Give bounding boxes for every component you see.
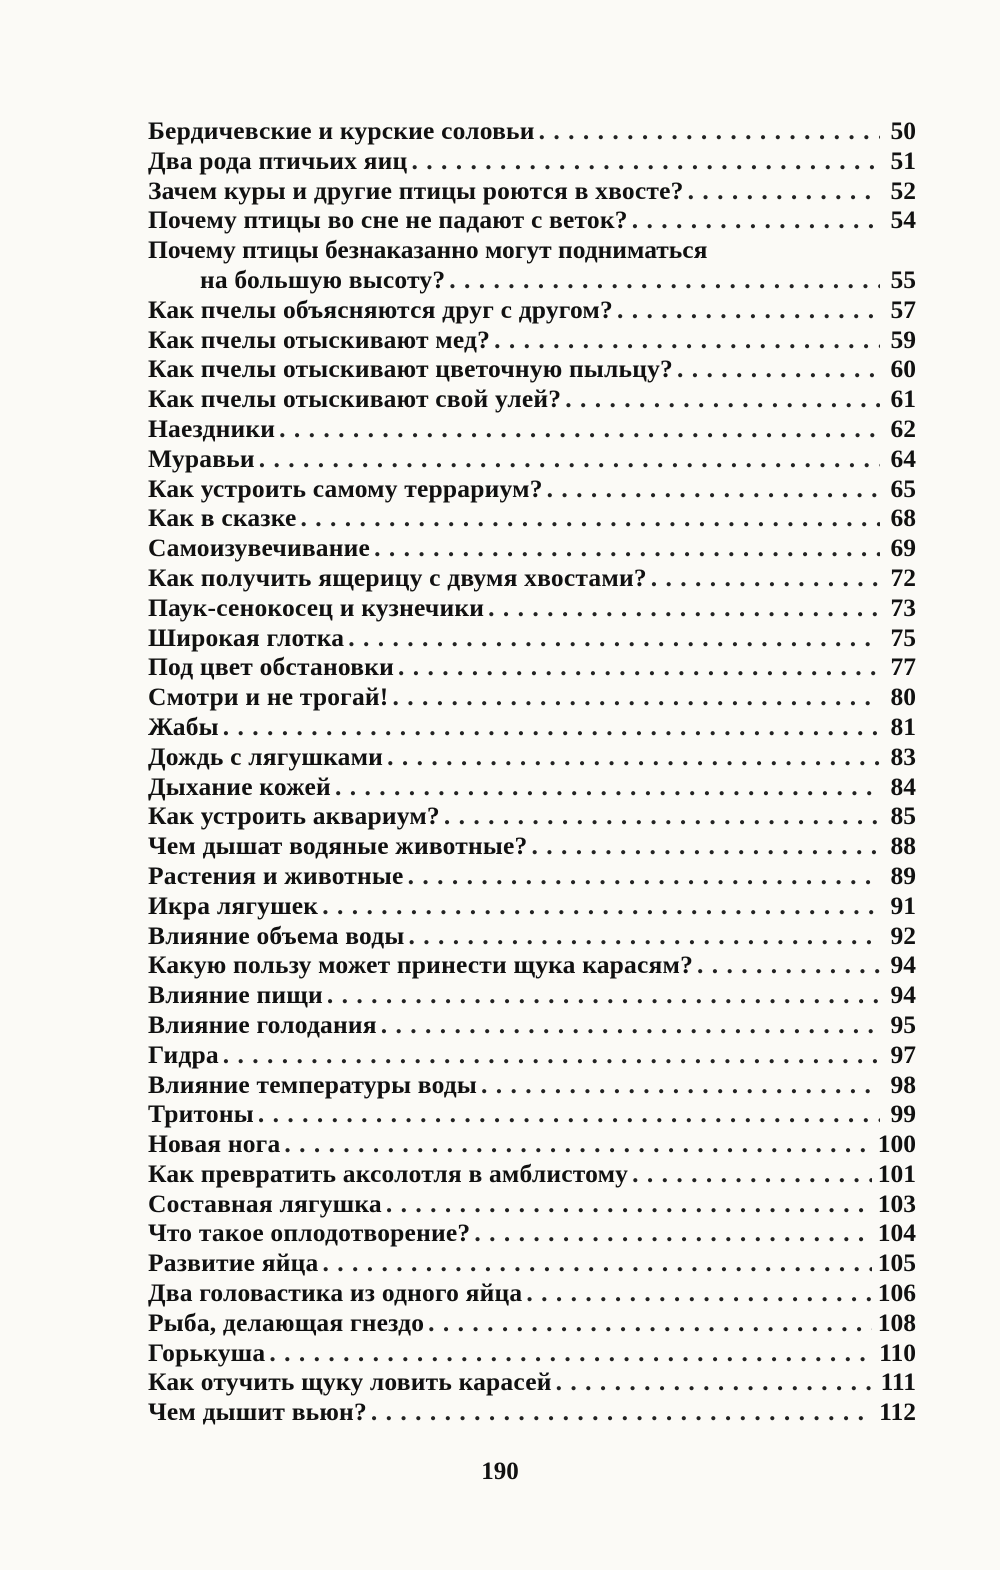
toc-entry-page: 92 [890, 920, 916, 950]
toc-entry [148, 474, 916, 504]
toc-entry [148, 1338, 916, 1368]
toc-entry [148, 1397, 916, 1427]
toc-entry-page: 104 [877, 1218, 916, 1248]
toc-entry [148, 325, 916, 355]
toc-entry-title: Рыба, делающая гнездо [148, 1307, 425, 1337]
toc-entry-title: Зачем куры и другие птицы роются в хвосте? [148, 175, 684, 205]
dot-leader [301, 503, 880, 533]
dot-leader [327, 980, 880, 1010]
toc-entry-page: 69 [890, 533, 916, 563]
dot-leader [335, 772, 880, 802]
toc-entry-title: Растения и животные [148, 860, 404, 890]
toc-entry-title: Под цвет обстановки [148, 652, 394, 682]
toc-entry-page: 84 [890, 771, 916, 801]
toc-entry [148, 384, 916, 414]
dot-leader [259, 444, 880, 474]
toc-entry-page: 81 [890, 711, 916, 741]
toc-entry-title: Чем дышат водяные животные? [148, 831, 528, 861]
toc-entry-page: 94 [890, 950, 916, 980]
toc-entry [148, 1040, 916, 1070]
toc-entry-title: Как в сказке [148, 503, 297, 533]
toc-entry-page: 88 [890, 831, 916, 861]
toc-entry-page: 91 [890, 890, 916, 920]
toc-entry-title: Икра лягушек [148, 890, 319, 920]
table-of-contents [148, 116, 916, 1427]
dot-leader [532, 831, 881, 861]
toc-entry [148, 444, 916, 474]
toc-entry-page: 100 [877, 1129, 916, 1159]
dot-leader [408, 921, 880, 951]
toc-entry-title: Новая нога [148, 1129, 281, 1159]
dot-leader [322, 891, 880, 921]
toc-entry-title: Гидра [148, 1039, 219, 1069]
dot-leader [556, 1367, 875, 1397]
toc-entry [148, 116, 916, 146]
toc-entry-page: 94 [890, 980, 916, 1010]
toc-entry-page: 50 [890, 116, 916, 145]
toc-entry-page: 52 [890, 175, 916, 205]
dot-leader [279, 414, 880, 444]
dot-leader [494, 325, 880, 355]
toc-entry-title: Как превратить аксолотля в амблистому [148, 1158, 629, 1188]
toc-entry-title: Влияние голодания [148, 1009, 377, 1039]
toc-entry [148, 533, 916, 563]
toc-entry-title: Как пчелы отыскивают свой улей? [148, 384, 562, 414]
toc-entry-title: Почему птицы безнаказанно могут подниматься [148, 235, 708, 265]
dot-leader [488, 593, 880, 623]
toc-entry-page: 97 [890, 1039, 916, 1069]
toc-entry-page: 105 [877, 1248, 916, 1278]
toc-entry-page: 112 [879, 1397, 916, 1427]
dot-leader [697, 950, 880, 980]
toc-entry [148, 146, 916, 176]
dot-leader [677, 354, 880, 384]
dot-leader [408, 861, 880, 891]
toc-entry-page: 83 [890, 741, 916, 771]
dot-leader [322, 1248, 871, 1278]
toc-entry [148, 1189, 916, 1219]
toc-entry-title: Дыхание кожей [148, 771, 331, 801]
toc-entry-title: Два головастика из одного яйца [148, 1278, 523, 1308]
toc-entry-title: Как пчелы объясняются друг с другом? [148, 294, 613, 324]
toc-entry [148, 1129, 916, 1159]
toc-entry [148, 980, 916, 1010]
toc-entry-title: Тритоны [148, 1099, 254, 1129]
toc-entry [148, 1308, 916, 1338]
dot-leader [348, 623, 880, 653]
toc-entry-page: 65 [890, 473, 916, 503]
dot-leader [386, 1189, 872, 1219]
toc-entry [148, 1248, 916, 1278]
dot-leader [481, 1070, 880, 1100]
toc-entry-title: Какую пользу может принести щука карасям? [148, 950, 694, 980]
toc-entry-title: Как отучить щуку ловить карасей [148, 1367, 552, 1397]
toc-entry-title: Самоизувечивание [148, 533, 371, 563]
toc-entry-title: Муравьи [148, 443, 255, 473]
toc-entry-page: 68 [890, 503, 916, 533]
dot-leader [398, 652, 880, 682]
toc-entry-title: Что такое оплодотворение? [148, 1218, 471, 1248]
toc-entry-page: 95 [890, 1009, 916, 1039]
dot-leader [547, 474, 880, 504]
page-number: 190 [481, 1458, 519, 1485]
toc-entry-title: Жабы [148, 711, 219, 741]
toc-entry-page: 77 [890, 652, 916, 682]
toc-entry-page: 101 [877, 1158, 916, 1188]
toc-entry [148, 176, 916, 206]
toc-entry-page: 51 [890, 145, 916, 175]
dot-leader [223, 712, 880, 742]
toc-entry-title: Как получить ящерицу с двумя хвостами? [148, 562, 647, 592]
dot-leader [449, 265, 880, 295]
toc-entry-page: 72 [890, 562, 916, 592]
dot-leader [392, 682, 880, 712]
toc-entry [148, 295, 916, 325]
toc-entry [148, 503, 916, 533]
toc-entry [148, 891, 916, 921]
toc-entry [148, 950, 916, 980]
dot-leader [223, 1040, 880, 1070]
toc-entry-title-continued: на большую высоту? [200, 264, 446, 294]
dot-leader [444, 801, 880, 831]
toc-entry [148, 1159, 916, 1189]
toc-entry-title: Паук-сенокосец и кузнечики [148, 592, 485, 622]
toc-entry [148, 682, 916, 712]
dot-leader [474, 1218, 871, 1248]
dot-leader [284, 1129, 871, 1159]
dot-leader [258, 1099, 880, 1129]
toc-entry [148, 712, 916, 742]
toc-entry [148, 742, 916, 772]
toc-entry [148, 1070, 916, 1100]
toc-entry-title: Составная лягушка [148, 1188, 382, 1218]
toc-entry [148, 1099, 916, 1129]
toc-entry-page: 64 [890, 443, 916, 473]
toc-entry-page: 89 [890, 860, 916, 890]
dot-leader [374, 533, 880, 563]
toc-entry-title: Бердичевские и курские соловьи [148, 116, 535, 145]
dot-leader [428, 1308, 872, 1338]
toc-entry [148, 563, 916, 593]
toc-entry-title: Почему птицы во сне не падают с веток? [148, 205, 628, 235]
dot-leader [387, 742, 880, 772]
toc-entry [148, 1278, 916, 1308]
dot-leader [617, 295, 880, 325]
toc-entry [148, 772, 916, 802]
toc-entry-title: Широкая глотка [148, 622, 345, 652]
toc-entry-page: 60 [890, 354, 916, 384]
toc-entry-page: 106 [877, 1278, 916, 1308]
toc-entry-page: 80 [890, 682, 916, 712]
dot-leader [411, 146, 880, 176]
toc-entry [148, 1367, 916, 1397]
toc-entry [148, 354, 916, 384]
toc-entry [148, 652, 916, 682]
toc-entry [148, 235, 916, 295]
toc-entry-page: 54 [890, 205, 916, 235]
toc-entry [148, 831, 916, 861]
toc-entry-page: 73 [890, 592, 916, 622]
toc-entry-title: Влияние пищи [148, 980, 323, 1010]
dot-leader [651, 563, 880, 593]
toc-entry-title: Влияние температуры воды [148, 1069, 478, 1099]
toc-entry [148, 861, 916, 891]
toc-entry-title: Чем дышит вьюн? [148, 1397, 367, 1427]
toc-entry-page: 62 [890, 413, 916, 443]
toc-entry [148, 205, 916, 235]
dot-leader [688, 176, 880, 206]
toc-entry-title: Как устроить аквариум? [148, 801, 440, 831]
toc-entry [148, 1010, 916, 1040]
toc-entry [148, 414, 916, 444]
toc-entry-page: 85 [890, 801, 916, 831]
toc-entry-title: Как пчелы отыскивают мед? [148, 324, 491, 354]
toc-entry-page: 98 [890, 1069, 916, 1099]
toc-entry [148, 1218, 916, 1248]
toc-entry-page: 111 [880, 1367, 916, 1397]
dot-leader [565, 384, 880, 414]
toc-entry [148, 801, 916, 831]
toc-entry-page: 55 [890, 264, 916, 294]
dot-leader [269, 1338, 873, 1368]
toc-entry-title: Дождь с лягушками [148, 741, 384, 771]
dot-leader [371, 1397, 873, 1427]
toc-entry-page: 61 [890, 384, 916, 414]
dot-leader [632, 1159, 872, 1189]
toc-entry-title: Наездники [148, 413, 276, 443]
toc-entry-page: 59 [890, 324, 916, 354]
toc-entry-page: 110 [879, 1337, 916, 1367]
toc-entry-continuation [148, 265, 916, 295]
dot-leader [539, 116, 880, 146]
toc-entry-title: Развитие яйца [148, 1248, 319, 1278]
toc-entry-page: 108 [877, 1307, 916, 1337]
toc-entry-title: Горькуша [148, 1337, 266, 1367]
dot-leader [526, 1278, 871, 1308]
dot-leader [381, 1010, 880, 1040]
toc-entry-page: 103 [877, 1188, 916, 1218]
toc-entry [148, 623, 916, 653]
toc-entry [148, 921, 916, 951]
toc-entry-title: Как пчелы отыскивают цветочную пыльцу? [148, 354, 674, 384]
toc-entry-page: 99 [890, 1099, 916, 1129]
toc-entry-title: Как устроить самому террариум? [148, 473, 543, 503]
toc-entry-page: 57 [890, 294, 916, 324]
toc-entry-page: 75 [890, 622, 916, 652]
toc-entry-title: Влияние объема воды [148, 920, 405, 950]
toc-entry-title: Смотри и не трогай! [148, 682, 389, 712]
toc-entry [148, 593, 916, 623]
toc-entry-title: Два рода птичьих яиц [148, 145, 408, 175]
dot-leader [632, 205, 880, 235]
